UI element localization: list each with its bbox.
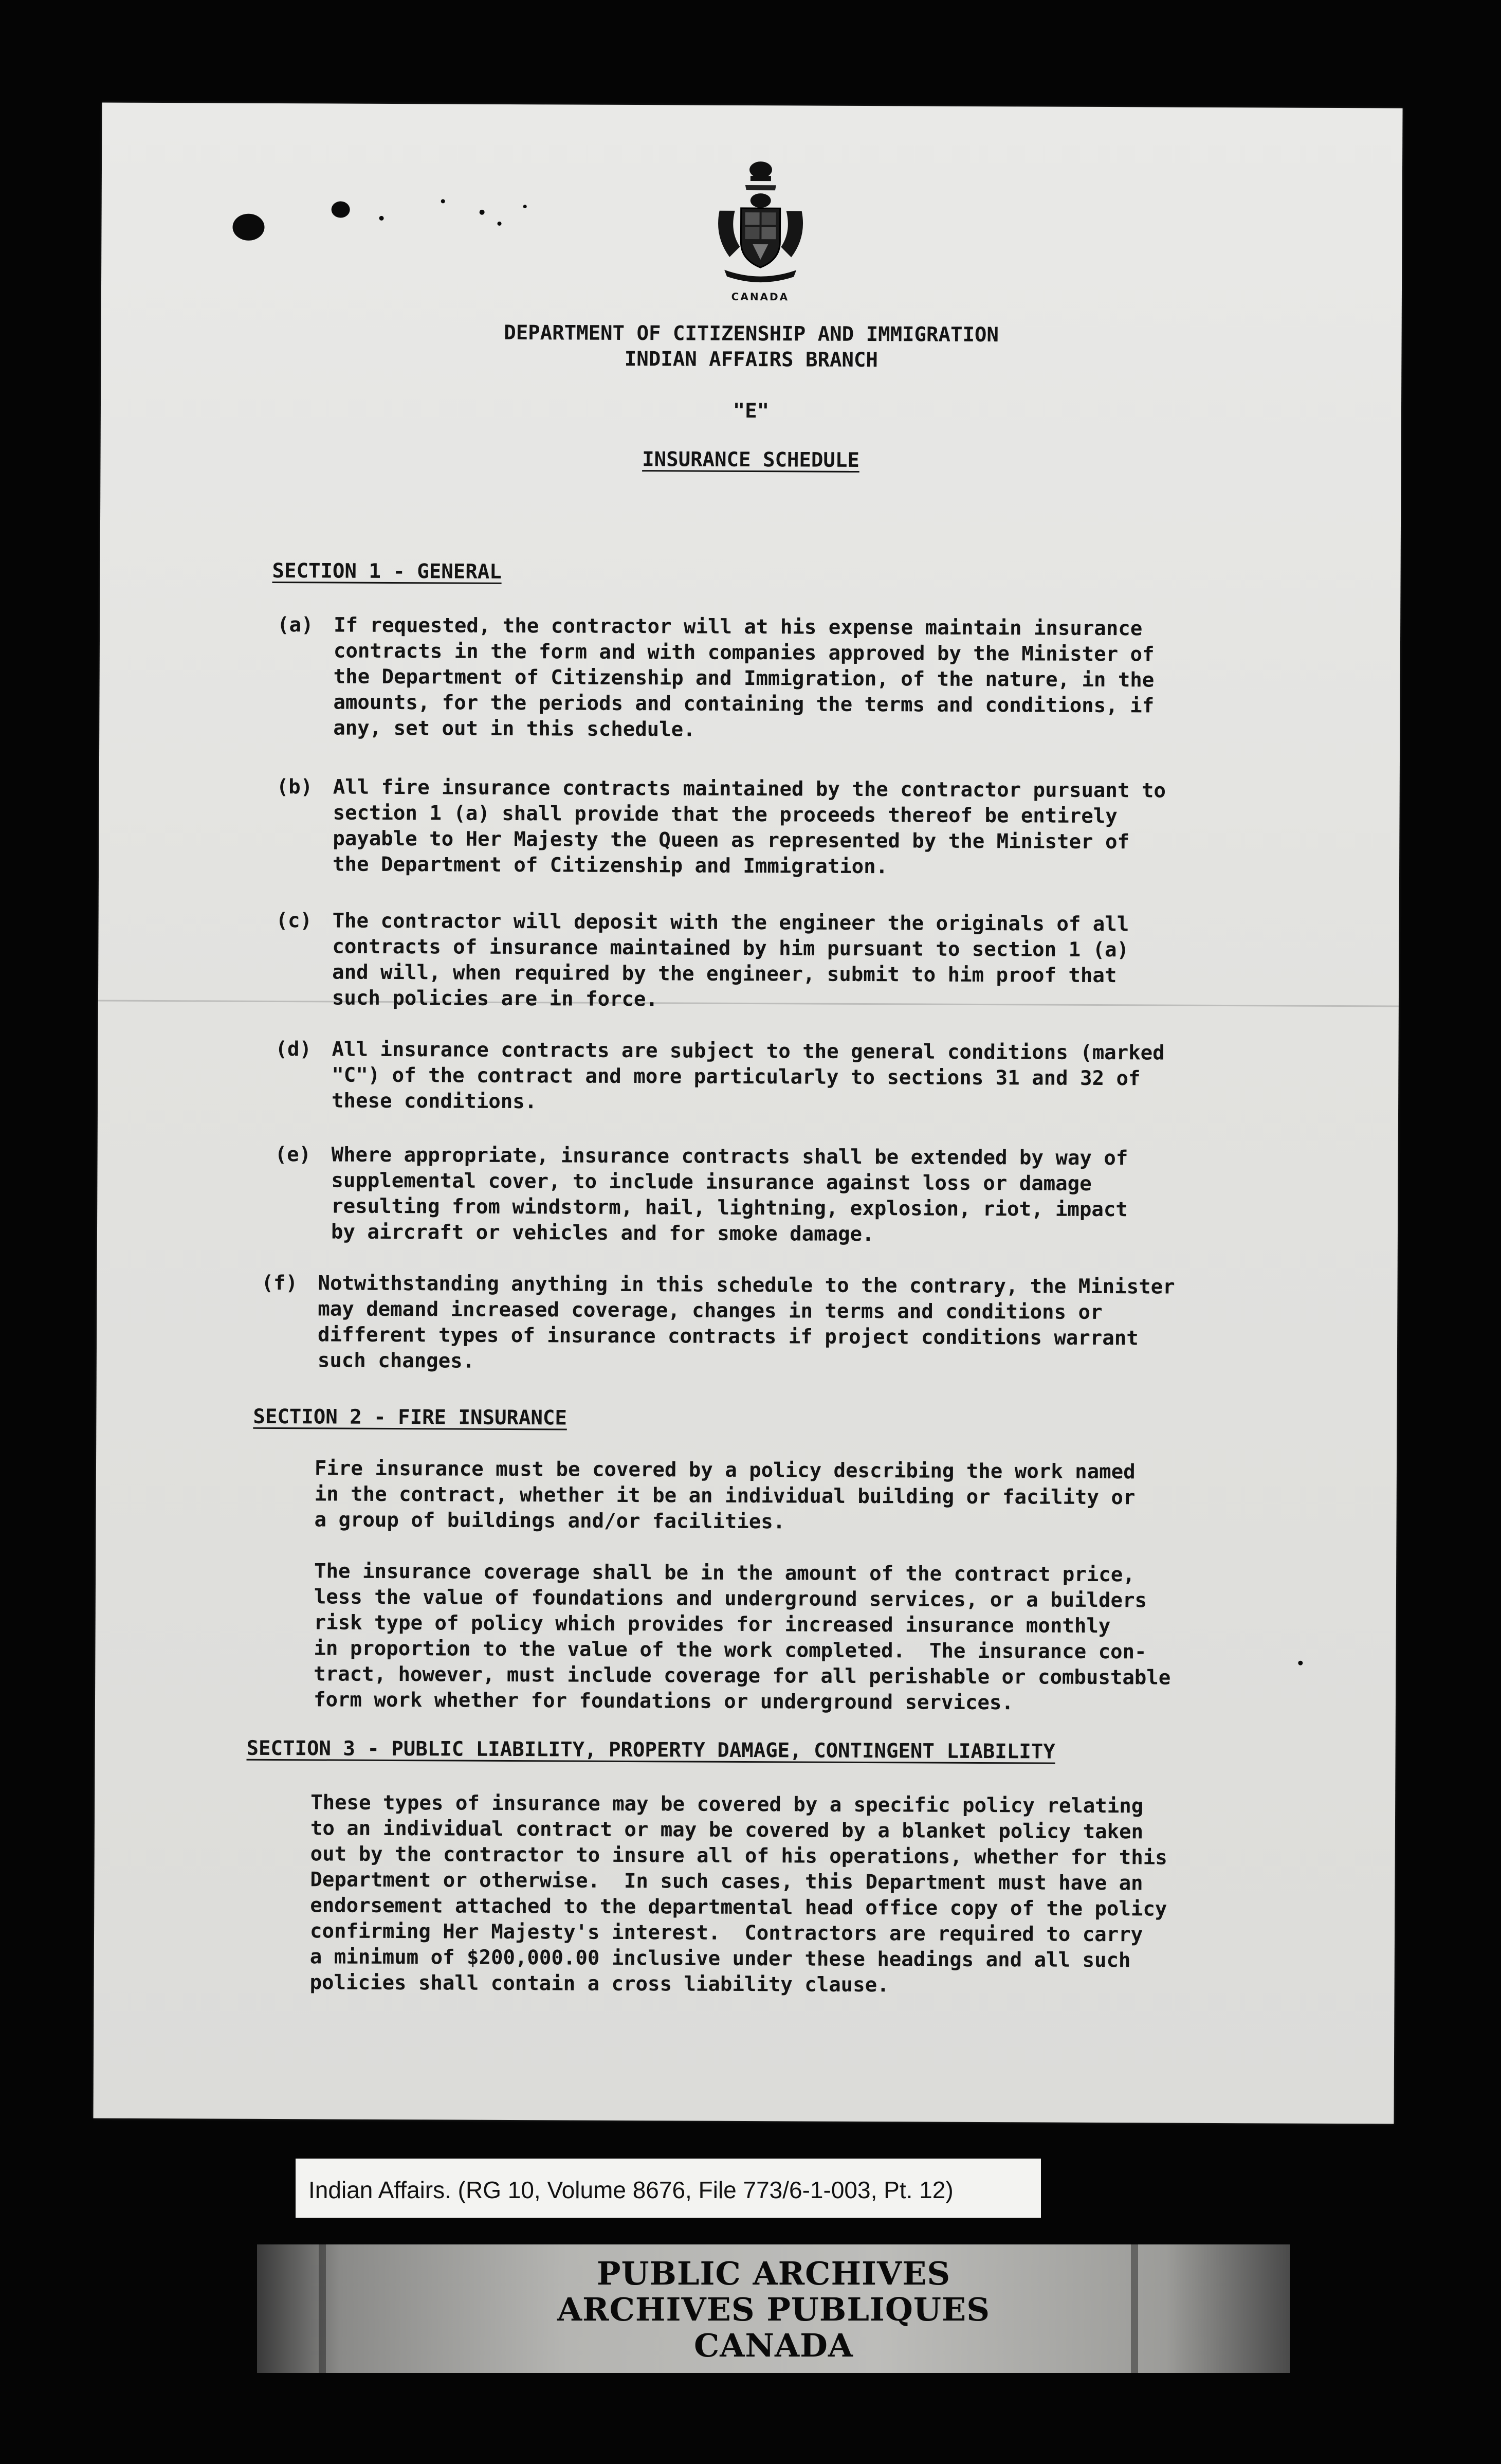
crest-label: CANADA (731, 290, 790, 303)
ink-stain (232, 214, 264, 241)
ink-stain (332, 201, 350, 218)
section-1-item-e (274, 1142, 1128, 1246)
ink-speck (480, 210, 485, 215)
item-text: Notwithstanding anything in this schedule to the contrary, the Minister may demand increased coverage, changes in terms and conditions or different types of insurance contracts if project conditions warrant such changes. (317, 1272, 1175, 1373)
section-1-item-c (276, 908, 1129, 1011)
item-text: Where appropriate, insurance contracts shall be extended by way of supplemental cover, to include insurance against loss or damage resulting from windstorm, hail, lightning, explosion, riot, impact by aircraft or vehicles and for smoke damage. (331, 1143, 1128, 1246)
section-1-heading: SECTION 1 - GENERAL (272, 559, 502, 584)
archive-stamp (257, 2244, 1290, 2373)
ink-speck (523, 205, 527, 208)
section-1-item-d (275, 1037, 1165, 1139)
schedule-letter: "E" (733, 399, 770, 423)
archive-caption (296, 2159, 1041, 2218)
item-text: All insurance contracts are subject to the general conditions (marked "C") of the contract and more particularly to sections 31 and 32 of these conditions. (331, 1038, 1165, 1114)
item-label: (f) (261, 1271, 298, 1295)
item-label: (c) (276, 909, 313, 933)
branch-name: INDIAN AFFAIRS BRANCH (624, 347, 878, 372)
section-2-paragraph-1: Fire insurance must be covered by a policy describing the work named in the contract, whether it be an individual building or facility or a group of buildings and/or facilities. (314, 1457, 1136, 1534)
archive-caption-text: Indian Affairs. (RG 10, Volume 8676, File 773/6-1-003, Pt. 12) (308, 2177, 954, 2203)
item-text: If requested, the contractor will at his expense maintain insurance contracts in the form and with companies approved by the Minister of the Department of Citizenship and Immigration, of the nature, in the amounts, for the periods and containing the terms and conditions, if any, set out in this schedule. (333, 613, 1155, 741)
ink-speck (498, 222, 502, 226)
section-3-heading: SECTION 3 - PUBLIC LIABILITY, PROPERTY DAMAGE, CONTINGENT LIABILITY (246, 1736, 1055, 1764)
section-1-item-b (276, 774, 1166, 879)
item-label: (a) (277, 613, 314, 637)
canada-coat-of-arms-icon (709, 159, 812, 288)
item-label: (d) (275, 1037, 312, 1061)
document-title (100, 444, 1401, 476)
section-2-heading: SECTION 2 - FIRE INSURANCE (253, 1405, 567, 1430)
department-name: DEPARTMENT OF CITIZENSHIP AND IMMIGRATION (504, 321, 999, 347)
archive-stamp-line-2: ARCHIVES PUBLIQUES (557, 2291, 991, 2328)
section-1-item-f (261, 1271, 1175, 1373)
item-label: (b) (276, 775, 313, 799)
document-page (93, 102, 1402, 2124)
section-2-paragraph-2: The insurance coverage shall be in the amount of the contract price, less the value of foundations and underground services, or a builders risk type of policy which provides for increased insurance monthly in proportion to the value of the work completed. The insurance con- tract, however, must include coverage for all perishable or combustable form work whether for foundations or underground services. (313, 1560, 1171, 1715)
ink-speck (1298, 1661, 1303, 1665)
ink-speck (441, 199, 445, 203)
item-text: The contractor will deposit with the engineer the originals of all contracts of insurance maintained by him pursuant to section 1 (a) and will, when required by the engineer, submit to him proof that such policies are in force. (332, 909, 1129, 1011)
document-title-text: INSURANCE SCHEDULE (642, 448, 859, 472)
section-1-item-a (277, 612, 1155, 741)
ink-speck (379, 216, 384, 221)
item-label: (e) (274, 1143, 312, 1167)
section-3-paragraph: These types of insurance may be covered by a specific policy relating to an individual contract or may be covered by a blanket policy taken out by the contractor to insure all of his operations, whether for this Department or otherwise. In such cases, this Department must have an endorsement attached to the departmental head office copy of the policy confirming Her Majesty's interest. Contractors are required to carry a minimum of $200,000.00 inclusive under these headings and all such policies shall contain a cross liability clause. (309, 1791, 1167, 1997)
archive-stamp-line-1: PUBLIC ARCHIVES (596, 2255, 951, 2292)
archive-stamp-line-3: CANADA (693, 2327, 854, 2364)
item-text: All fire insurance contracts maintained by the contractor pursuant to section 1 (a) shall provide that the proceeds thereof be entirely payable to Her Majesty the Queen as represented by the Minister of the Department of Citizenship and Immigration. (333, 775, 1166, 879)
